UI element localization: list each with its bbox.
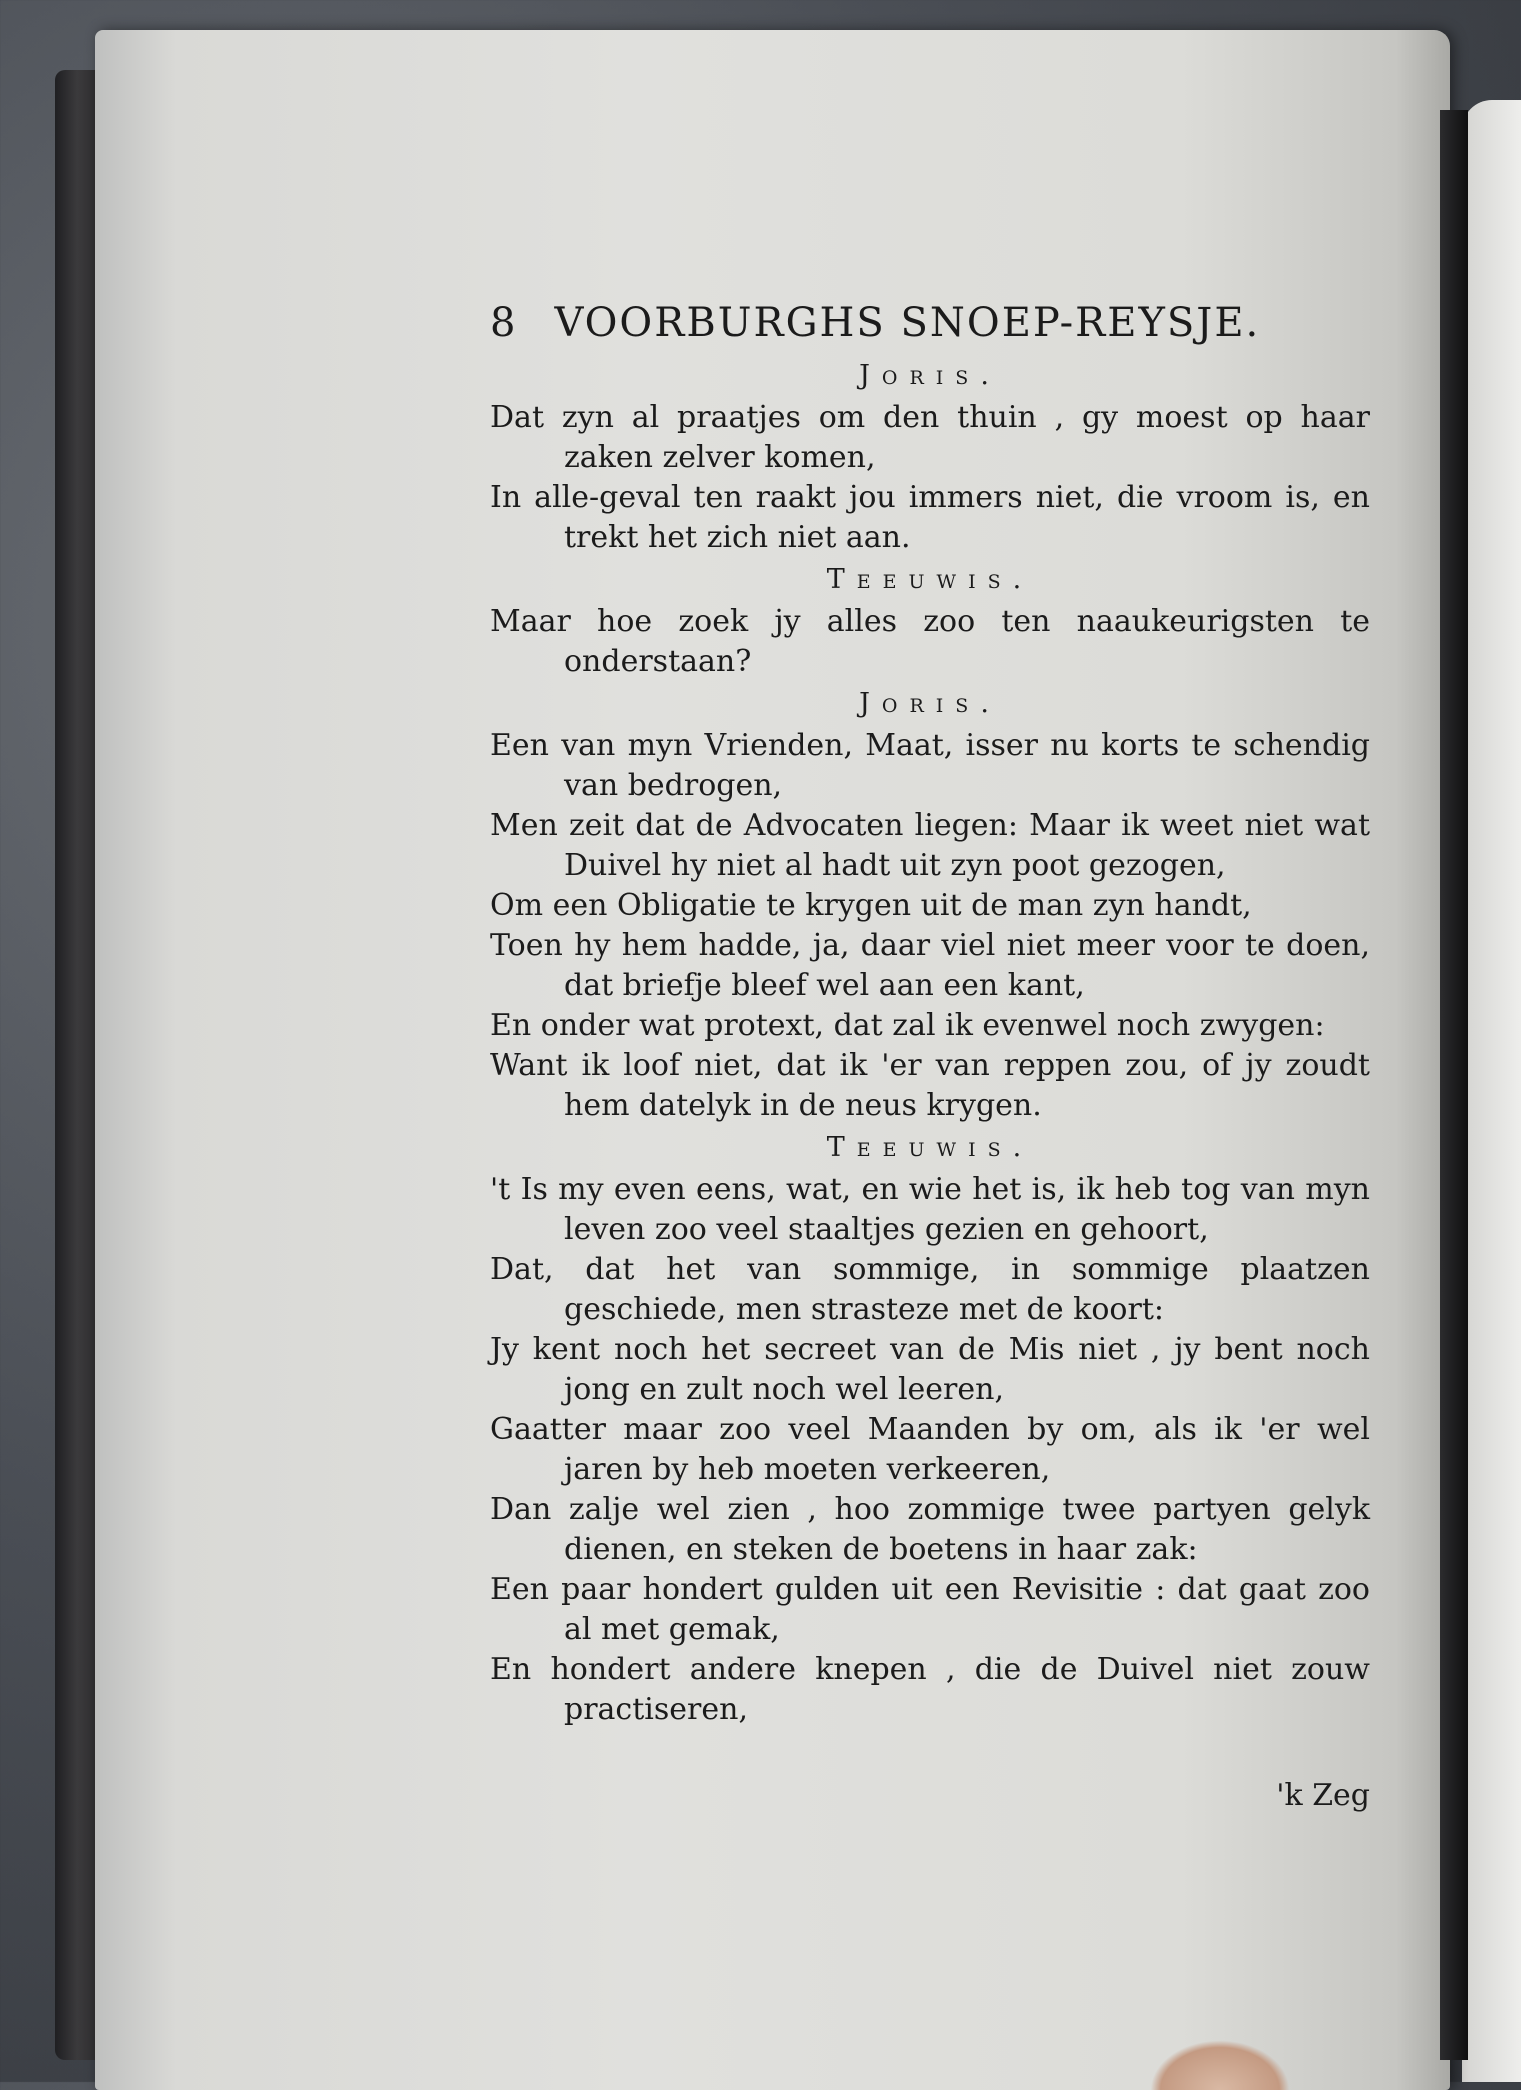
dialogue-line: Maar hoe zoek jy alles zoo ten naaukeurigsten te onderstaan? — [490, 604, 1370, 679]
page-number: 8 — [490, 300, 517, 346]
speaker-name: Teeuwis. — [826, 564, 1034, 595]
dialogue-line: En hondert andere knepen , die de Duivel niet zouw practiseren, — [490, 1652, 1370, 1727]
page-header — [490, 300, 1370, 346]
page-text — [490, 300, 1370, 1813]
dialogue-line: Gaatter maar zoo veel Maanden by om, als ik 'er wel jaren by heb moeten verkeeren, — [490, 1412, 1370, 1487]
running-title: VOORBURGHS SNOEP-REYSJE. — [554, 300, 1261, 346]
speaker-name: Teeuwis. — [826, 1132, 1034, 1163]
page-gutter-shadow — [1440, 110, 1468, 2060]
dialogue-line: Een van myn Vrienden, Maat, isser nu korts te schendig van bedrogen, — [490, 728, 1370, 803]
dialogue-line: Men zeit dat de Advocaten liegen: Maar ik weet niet wat Duivel hy niet al hadt uit zyn poot gezogen, — [490, 808, 1370, 883]
dialogue-line: Toen hy hem hadde, ja, daar viel niet meer voor te doen, dat briefje bleef wel aan een kant, — [490, 928, 1370, 1003]
dialogue-line: Dat, dat het van sommige, in sommige plaatzen geschiede, men strasteze met de koort: — [490, 1252, 1370, 1327]
dialogue-line: 't Is my even eens, wat, en wie het is, ik heb tog van myn leven zoo veel staaltjes gezien en gehoort, — [490, 1172, 1370, 1247]
dialogue-line: Jy kent noch het secreet van de Mis niet , jy bent noch jong en zult noch wel leeren, — [490, 1332, 1370, 1407]
dialogue-line: Dan zalje wel zien , hoo zommige twee partyen gelyk dienen, en steken de boetens in haar zak: — [490, 1492, 1370, 1567]
dialogue-line: Want ik loof niet, dat ik 'er van reppen zou, of jy zoudt hem datelyk in de neus krygen. — [490, 1048, 1370, 1123]
dialogue-line: Een paar hondert gulden uit een Revisitie : dat gaat zoo al met gemak, — [490, 1572, 1370, 1647]
dialogue-line: In alle-geval ten raakt jou immers niet, die vroom is, en trekt het zich niet aan. — [490, 480, 1370, 555]
facing-page-edge — [1462, 100, 1521, 2082]
dialogue-body — [490, 354, 1370, 1730]
dialogue-line: Om een Obligatie te krygen uit de man zyn handt, — [490, 888, 1252, 923]
finger-holding-book — [1150, 2040, 1290, 2090]
speaker-name: Joris. — [859, 688, 1001, 719]
speaker-name: Joris. — [859, 360, 1001, 391]
catchword: 'k Zeg — [1276, 1778, 1370, 1813]
dialogue-line: En onder wat protext, dat zal ik evenwel noch zwygen: — [490, 1008, 1325, 1043]
dialogue-line: Dat zyn al praatjes om den thuin , gy moest op haar zaken zelver komen, — [490, 400, 1370, 475]
